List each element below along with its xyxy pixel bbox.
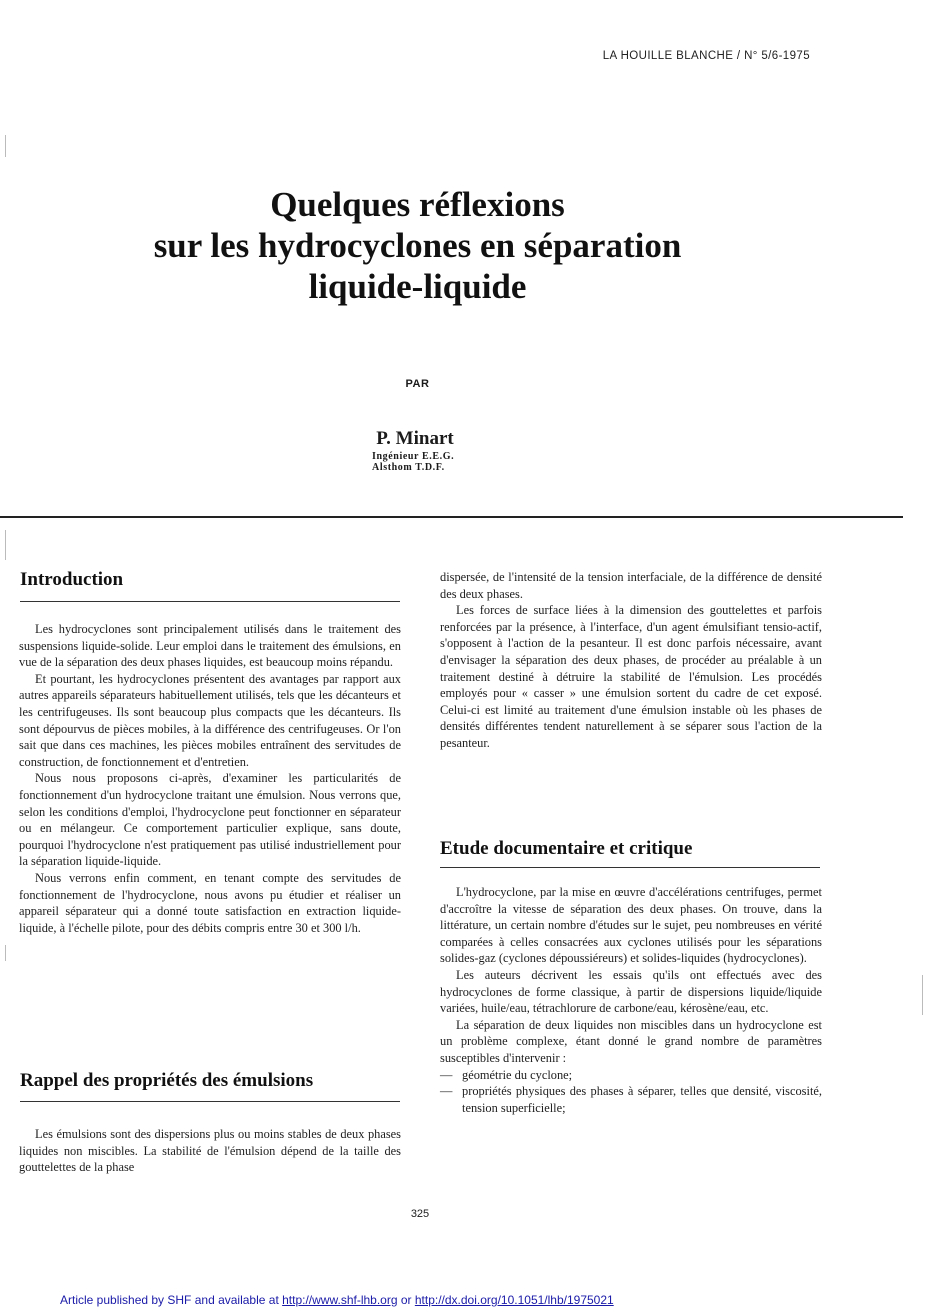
- paragraph: Les auteurs décrivent les essais qu'ils ont effectués avec des hydrocyclones de forme classique, à partir de dispersions liquide/liquide variées, huile/eau, tétrachlorure de carbone/eau, kérosène/eau, etc.: [440, 967, 822, 1016]
- footer-link-shf[interactable]: http://www.shf-lhb.org: [282, 1293, 398, 1307]
- scan-margin-mark: [5, 135, 6, 157]
- byline-par: PAR: [405, 378, 430, 390]
- paragraph: Et pourtant, les hydrocyclones présentent des avantages par rapport aux autres appareils séparateurs habituellement utilisés, tels que les décanteurs et les centrifugeuses. Ils sont beaucoup plus compacts que les décanteurs. Ils sont dépourvus de pièces mobiles, à la différence des centrifugeuses. Or l'on sait que dans ces machines, les pièces mobiles entraînent des servitudes de construction, de fonctionnement et d'entretien.: [19, 671, 401, 769]
- scan-margin-mark: [5, 945, 6, 961]
- page-number: 325: [410, 1208, 430, 1220]
- journal-header: LA HOUILLE BLANCHE / N° 5/6-1975: [602, 50, 810, 62]
- title-line-1: Quelques réflexions: [270, 185, 565, 224]
- footer-text: or: [397, 1293, 415, 1307]
- paragraph: La séparation de deux liquides non miscibles dans un hydrocyclone est un problème complexe, étant donné le grand nombre de paramètres susceptibles d'intervenir :: [440, 1017, 822, 1065]
- section-rule: [20, 601, 400, 602]
- etude-body: [440, 884, 822, 1116]
- paragraph: Nous nous proposons ci-après, d'examiner les particularités de fonctionnement d'un hydrocyclone traitant une émulsion. Nous verrons que, selon les conditions d'emploi, l'hydrocyclone peut fonctionner en séparateur ou en mélangeur. Ce comportement particulier explique, sans doute, pourquoi l'hydrocyclone n'est pratiquement pas utilisé industriellement pour la séparation liquide-liquide.: [19, 771, 401, 869]
- paragraph: L'hydrocyclone, par la mise en œuvre d'accélérations centrifuges, permet d'accroître la vitesse de séparation des deux phases. On trouve, dans la littérature, un certain nombre d'études sur le sujet, peu nombreuses en vérité comparées à celles consacrées aux cyclones utilisés pour les séparations solides-gaz (cyclones dépoussiéreurs) et solides-liquides (hydrocyclones).: [440, 885, 822, 966]
- paragraph: Les forces de surface liées à la dimension des gouttelettes et parfois renforcées par la présence, à l'interface, d'un agent émulsifiant tensio-actif, s'opposent à l'action de la pesanteur. Il est donc parfois nécessaire, avant d'envisager la séparation des deux phases, de procéder au préalable à un traitement destiné à détruire la stabilité de l'émulsion. Les procédés employés pour « casser » une émulsion sortent du cadre de cet exposé. Celui-ci est limité au traitement d'une émulsion instable où les phases de densités différentes tendent naturellement à se séparer sous l'action de la pesanteur.: [440, 603, 822, 750]
- author-affiliation-2: Alsthom T.D.F.: [372, 462, 445, 473]
- title-line-3: liquide-liquide: [308, 267, 527, 306]
- paragraph: dispersée, de l'intensité de la tension interfaciale, de la différence de densité des deux phases.: [440, 570, 822, 601]
- author-name: P. Minart: [376, 428, 454, 449]
- scan-margin-mark: [5, 530, 6, 560]
- footer-text: Article published by SHF and available at: [60, 1293, 283, 1307]
- dash-marker: —: [440, 1084, 453, 1099]
- scan-margin-mark: [922, 975, 923, 1015]
- section-heading-introduction: Introduction: [20, 569, 124, 590]
- section-heading-etude: Etude documentaire et critique: [440, 838, 693, 859]
- section-rule: [440, 867, 820, 868]
- right-column-continuation: [440, 569, 822, 752]
- rappel-body: [19, 1126, 401, 1176]
- author-affiliation-1: Ingénieur E.E.G.: [372, 451, 455, 462]
- section-heading-rappel: Rappel des propriétés des émulsions: [20, 1070, 314, 1091]
- paragraph: Nous verrons enfin comment, en tenant compte des servitudes de fonctionnement de l'hydrocyclone, nous avons pu étudier et réaliser un appareil séparateur qui a donné toute satisfaction en extraction liquide-liquide, à l'échelle pilote, pour des débits compris entre 30 et 300 l/h.: [19, 870, 401, 935]
- list-item: — propriétés physiques des phases à séparer, telles que densité, viscosité, tension superficielle;: [440, 1084, 822, 1115]
- introduction-body: [19, 621, 401, 936]
- paragraph: Les hydrocyclones sont principalement utilisés dans le traitement des suspensions liquide-solide. Leur emploi dans le traitement des émulsions, en vue de la séparation des deux phases liquides, est beaucoup moins répandu.: [19, 622, 401, 670]
- header-divider: [0, 516, 903, 518]
- list-item: — géométrie du cyclone;: [440, 1067, 573, 1082]
- footer-link-doi[interactable]: http://dx.doi.org/10.1051/lhb/1975021: [414, 1293, 614, 1307]
- dash-marker: —: [440, 1067, 453, 1082]
- publication-footer: [60, 1293, 880, 1307]
- article-title: [60, 184, 775, 307]
- section-rule: [20, 1101, 400, 1102]
- paragraph: Les émulsions sont des dispersions plus ou moins stables de deux phases liquides non miscibles. La stabilité de l'émulsion dépend de la taille des gouttelettes de la phase: [19, 1127, 401, 1175]
- title-line-2: sur les hydrocyclones en séparation: [153, 226, 682, 265]
